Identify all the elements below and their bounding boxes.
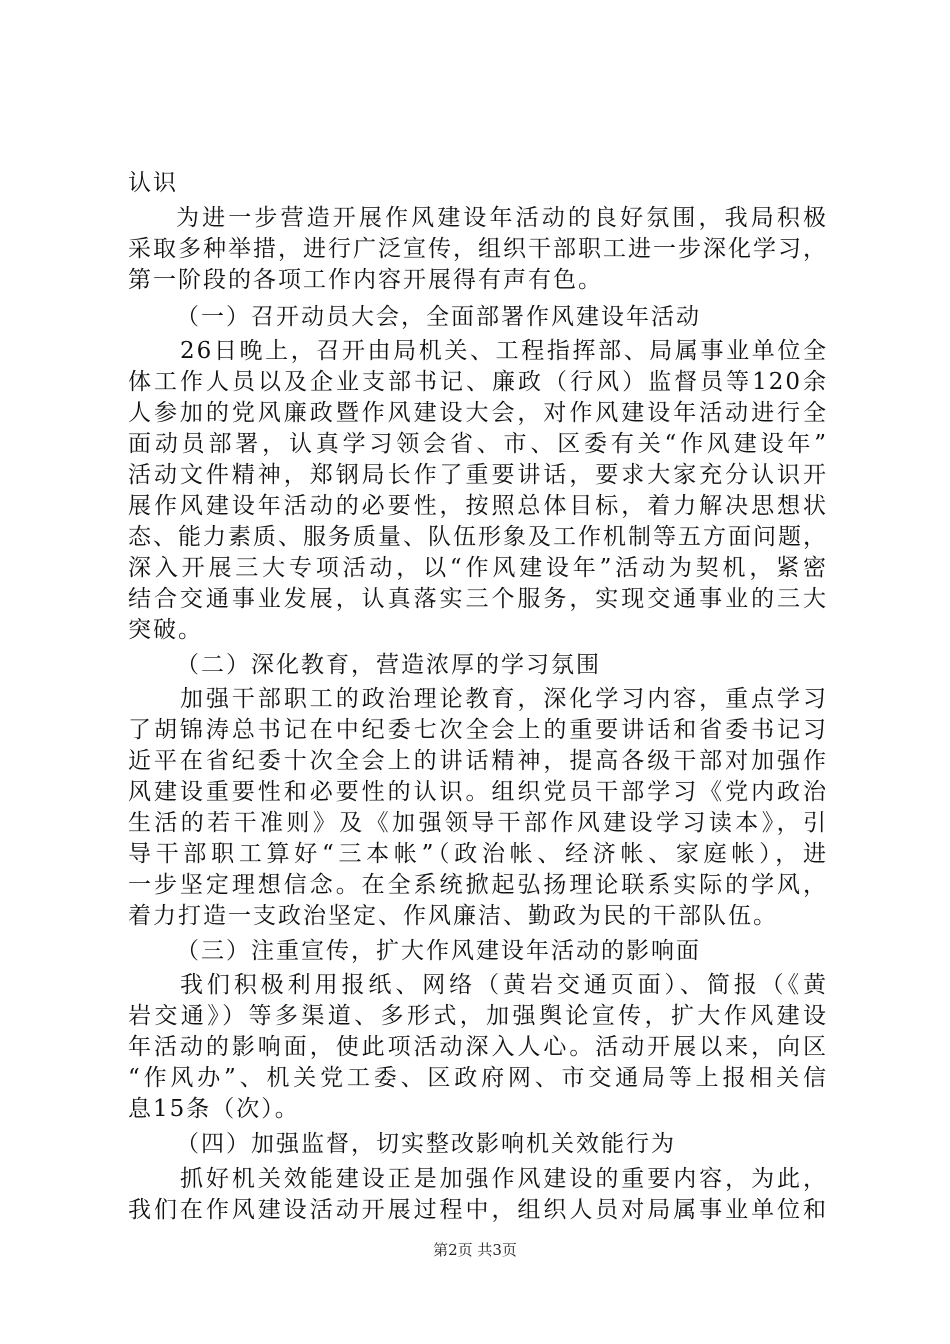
section-heading: （一）召开动员大会，全面部署作风建设年活动 bbox=[176, 304, 701, 330]
text-line: 第一阶段的各项工作内容开展得有声有色。 bbox=[128, 267, 603, 293]
text-line: “作风办”、机关党工委、区政府网、市交通局等上报相关信 bbox=[128, 1065, 828, 1091]
text-line: 深入开展三大专项活动，以“作风建设年”活动为契机，紧密 bbox=[128, 555, 828, 581]
text-line: 26日晚上，召开由局机关、工程指挥部、局属事业单位全 bbox=[180, 338, 828, 364]
text-line: 息15条（次）。 bbox=[128, 1096, 300, 1122]
text-line: 我们积极利用报纸、网络（黄岩交通页面）、简报（《黄 bbox=[180, 972, 828, 998]
text-line: 了胡锦涛总书记在中纪委七次全会上的重要讲话和省委书记习 bbox=[128, 717, 828, 743]
text-line: 抓好机关效能建设正是加强作风建设的重要内容，为此， bbox=[180, 1166, 828, 1192]
section-heading: （二）深化教育，营造浓厚的学习氛围 bbox=[176, 652, 601, 678]
text-line: 风建设重要性和必要性的认识。组织党员干部学习《党内政治 bbox=[128, 779, 828, 805]
text-line: 面动员部署，认真学习领会省、市、区委有关“作风建设年” bbox=[128, 431, 828, 457]
text-line: 为进一步营造开展作风建设年活动的良好氛围，我局积极 bbox=[176, 205, 828, 231]
text-line: 近平在省纪委十次全会上的讲话精神，提高各级干部对加强作 bbox=[128, 748, 828, 774]
text-line: 体工作人员以及企业支部书记、廉政（行风）监督员等120余 bbox=[128, 369, 828, 395]
text-line: 态、能力素质、服务质量、队伍形象及工作机制等五方面问题， bbox=[128, 524, 828, 550]
text-line: 着力打造一支政治坚定、作风廉洁、勤政为民的干部队伍。 bbox=[128, 903, 778, 929]
text-line: 生活的若干准则》及《加强领导干部作风建设学习读本》，引 bbox=[128, 810, 828, 836]
text-line: 活动文件精神，郑钢局长作了重要讲话，要求大家充分认识开 bbox=[128, 462, 828, 488]
text-line: 导干部职工算好“三本帐”（政治帐、经济帐、家庭帐），进 bbox=[128, 841, 828, 867]
text-line: 人参加的党风廉政暨作风建设大会，对作风建设年活动进行全 bbox=[128, 400, 828, 426]
page-number-footer: 第2页 共3页 bbox=[433, 1241, 517, 1259]
text-line: 结合交通事业发展，认真落实三个服务，实现交通事业的三大 bbox=[128, 586, 828, 612]
text-line: 展作风建设年活动的必要性，按照总体目标，着力解决思想状 bbox=[128, 493, 828, 519]
text-line: 突破。 bbox=[128, 617, 203, 643]
text-line: 加强干部职工的政治理论教育，深化学习内容，重点学习 bbox=[180, 686, 828, 712]
text-line: 年活动的影响面，使此项活动深入人心。活动开展以来，向区 bbox=[128, 1034, 828, 1060]
text-line: 岩交通》）等多渠道、多形式，加强舆论宣传，扩大作风建设 bbox=[128, 1003, 828, 1029]
section-heading: （四）加强监督，切实整改影响机关效能行为 bbox=[176, 1131, 676, 1157]
text-line: 采取多种举措，进行广泛宣传，组织干部职工进一步深化学习， bbox=[128, 236, 828, 262]
text-line: 认识 bbox=[128, 170, 178, 196]
text-line: 一步坚定理想信念。在全系统掀起弘扬理论联系实际的学风， bbox=[128, 872, 828, 898]
section-heading: （三）注重宣传，扩大作风建设年活动的影响面 bbox=[176, 938, 701, 964]
text-line: 我们在作风建设活动开展过程中，组织人员对局属事业单位和 bbox=[128, 1197, 828, 1223]
